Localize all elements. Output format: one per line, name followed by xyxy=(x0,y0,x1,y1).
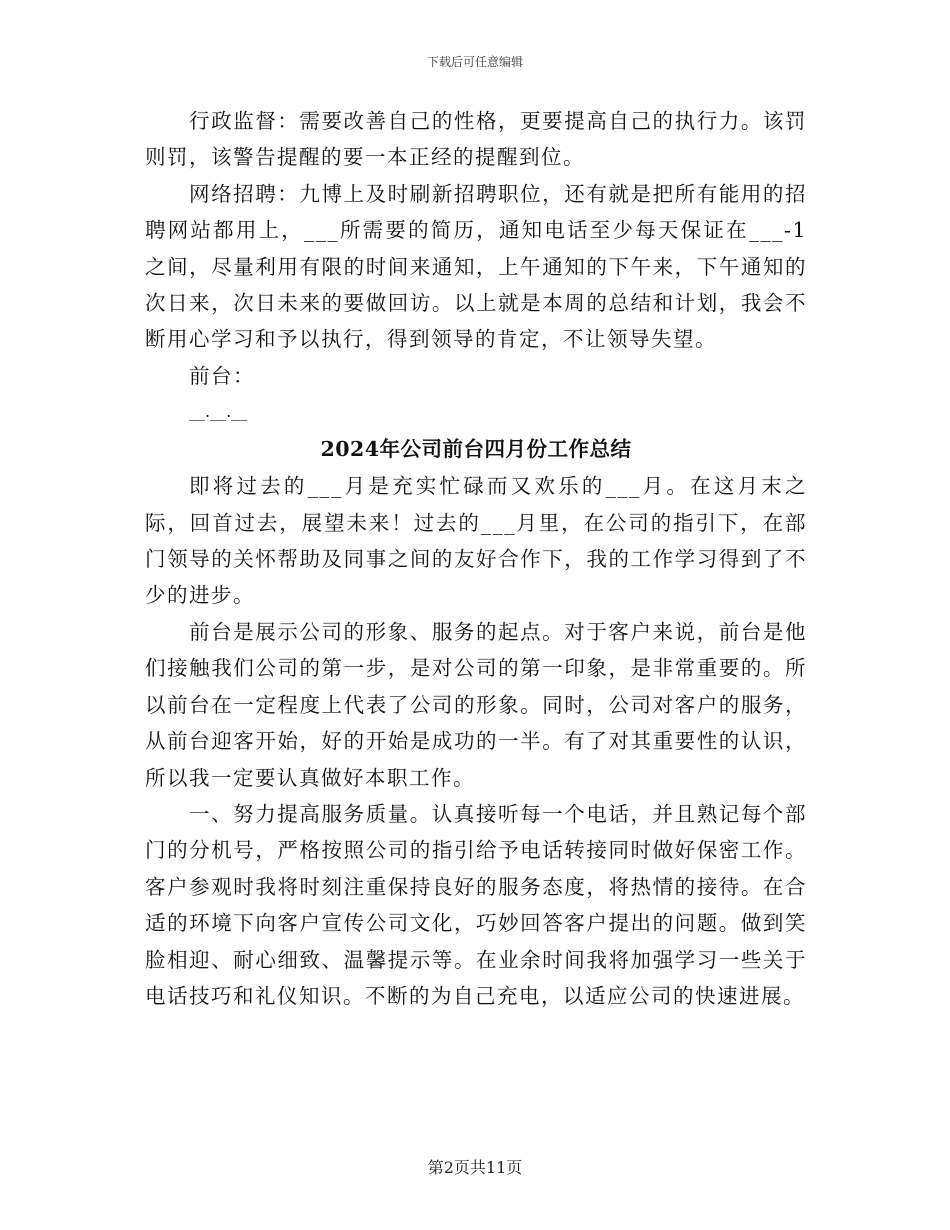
date-separator: __.__.__ xyxy=(189,402,248,422)
page-footer: 第2页共11页 xyxy=(427,1158,523,1177)
document-body xyxy=(145,103,807,1014)
paragraph-front-desk-role: 前台是展示公司的形象、服务的起点。对于客户来说，前台是他们接触我们公司的第一步，是对公司的第一印象，是非常重要的。所以前台在一定程度上代表了公司的形象。同时，公司对客户的服务，从前台迎客开始，好的开始是成功的一半。有了对其重要性的认识，所以我一定要认真做好本职工作。 xyxy=(145,619,807,790)
paragraph-service-quality: 一、努力提高服务质量。认真接听每一个电话，并且熟记每个部门的分机号，严格按照公司的指引给予电话转接同时做好保密工作。客户参观时我将时刻注重保持良好的服务态度，将热情的接待。在合适的环境下向客户宣传公司文化，巧妙回答客户提出的问题。做到笑脸相迎、耐心细致、温馨提示等。在业余时间我将加强学习一些关于电话技巧和礼仪知识。不断的为自己充电，以适应公司的快速进展。 xyxy=(145,801,807,1008)
paragraph-online-recruiting: 网络招聘：九博上及时刷新招聘职位，还有就是把所有能用的招聘网站都用上，___所需要的简历，通知电话至少每天保证在___-1之间，尽量利用有限的时间来通知，上午通知的下午来，下午通知的次日来，次日未来的要做回访。以上就是本周的总结和计划，我会不断用心学习和予以执行，得到领导的肯定，不让领导失望。 xyxy=(145,181,807,352)
section-title: 2024年公司前台四月份工作总结 xyxy=(320,437,632,462)
paragraph-front-desk-label: 前台： xyxy=(189,363,255,388)
paragraph-intro: 即将过去的___月是充实忙碌而又欢乐的___月。在这月末之际，回首过去，展望未来！过去的___月里，在公司的指引下，在部门领导的关怀帮助及同事之间的友好合作下，我的工作学习得到了不少的进步。 xyxy=(145,474,807,608)
page-header: 下载后可任意编辑 xyxy=(426,55,523,69)
paragraph-admin-supervision: 行政监督：需要改善自己的性格，更要提高自己的执行力。该罚则罚，该警告提醒的要一本正经的提醒到位。 xyxy=(145,109,807,170)
